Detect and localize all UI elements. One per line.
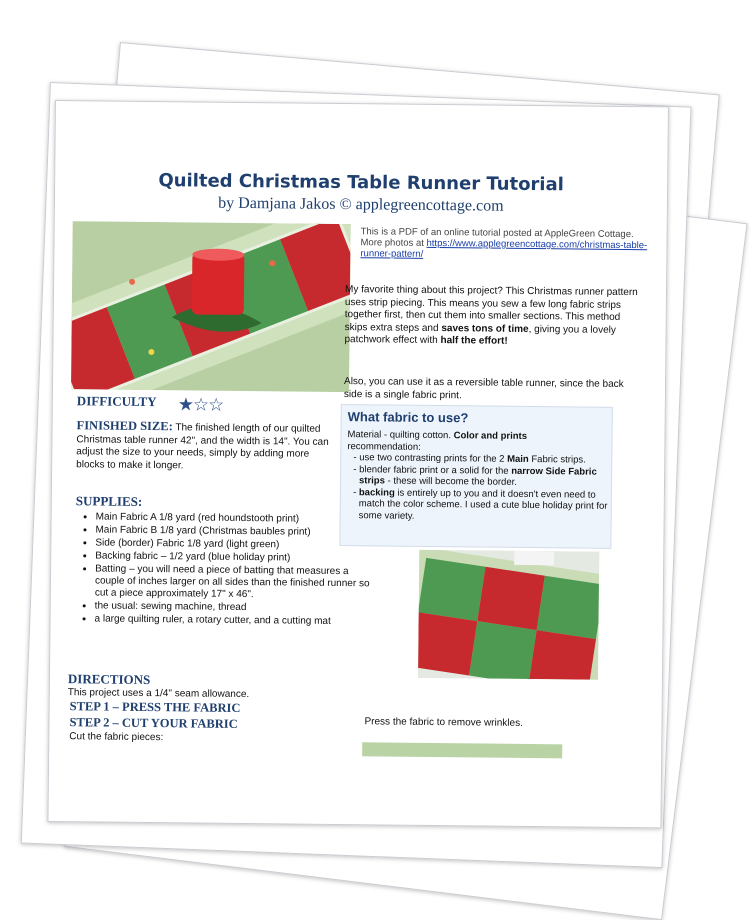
finished-size-label: FINISHED SIZE:: [76, 418, 173, 434]
step-2-heading: STEP 2 – CUT YOUR FABRIC: [69, 715, 238, 731]
list-item: • the usual: sewing machine, thread: [95, 600, 379, 615]
list-item: - backing is entirely up to you and it doesn't even need to match the color scheme. I used a cute blue holiday print for some variety.: [359, 487, 609, 524]
cut-text: Cut the fabric pieces:: [69, 731, 164, 744]
pdf-note-text: This is a PDF of an online tutorial posted at AppleGreen Cottage. More photos at: [360, 226, 634, 249]
supplies-heading: SUPPLIES:: [75, 493, 143, 509]
sewing-photo: [418, 550, 599, 680]
pdf-note: [360, 226, 650, 262]
supplies-list: [78, 511, 379, 629]
difficulty-stars: ★☆☆: [177, 394, 224, 415]
intro-paragraph-1: My favorite thing about this project? This Christmas runner pattern uses strip piecing. This means you sew a few long fabric strips together first, then cut them into smaller sections. This method skips extra steps and saves tons of time, giving you a lovely patchwork effect with half the effort!: [344, 284, 638, 347]
photo-strip: [362, 742, 562, 758]
fabric-box-body: [347, 429, 610, 524]
fabric-lead: Material - quilting cotton. Color and prints recommendation:: [347, 429, 528, 453]
list-item: - blender fabric print or a solid for the narrow Side Fabric strips - these will become the border.: [359, 464, 609, 490]
list-item: • Batting – you will need a piece of batting that measures a couple of inches larger on all sides than the finished runner so cut a piece approximately 17" x 46".: [95, 563, 379, 602]
step-1-heading: STEP 1 – PRESS THE FABRIC: [69, 699, 241, 715]
table-runner-photo: [71, 221, 351, 392]
tutorial-link[interactable]: https://www.applegreencottage.com/christmas-table-runner-pattern/: [360, 237, 648, 260]
list-item: • a large quilting ruler, a rotary cutter, and a cutting mat: [94, 613, 378, 628]
document-page: [47, 100, 669, 828]
fabric-box-title: What fabric to use?: [347, 409, 469, 426]
sewing-illustration: [418, 550, 599, 680]
intro-paragraph-2: Also, you can use it as a reversible table runner, since the back side is a single fabric print.: [343, 376, 624, 401]
difficulty-heading: DIFFICULTY: [76, 393, 157, 410]
list-item: • Main Fabric A 1/8 yard (red houndstooth print): [96, 511, 380, 526]
finished-size-paragraph: FINISHED SIZE: The finished length of our quilted Christmas table runner 42", and the width is 14". You can adjust the size to your needs, simply by adding more blocks to make it longer.: [76, 418, 329, 471]
directions-heading: DIRECTIONS: [67, 671, 151, 688]
directions-text: This project uses a 1/4" seam allowance.: [67, 687, 250, 701]
list-item: - use two contrasting prints for the 2 Main Fabric strips.: [359, 452, 609, 466]
fabric-list: [347, 452, 610, 524]
list-item: • Side (border) Fabric 1/8 yard (light green): [95, 537, 379, 552]
list-item: • Main Fabric B 1/8 yard (Christmas baubles print): [95, 524, 379, 539]
fabric-info-box: [339, 404, 612, 549]
document-byline: by Damjana Jakos © applegreencottage.com: [218, 194, 504, 215]
document-title: Quilted Christmas Table Runner Tutorial: [158, 170, 564, 196]
press-text: Press the fabric to remove wrinkles.: [364, 716, 523, 729]
table-runner-illustration: [71, 221, 351, 392]
list-item: • Backing fabric – 1/2 yard (blue holiday print): [95, 550, 379, 565]
